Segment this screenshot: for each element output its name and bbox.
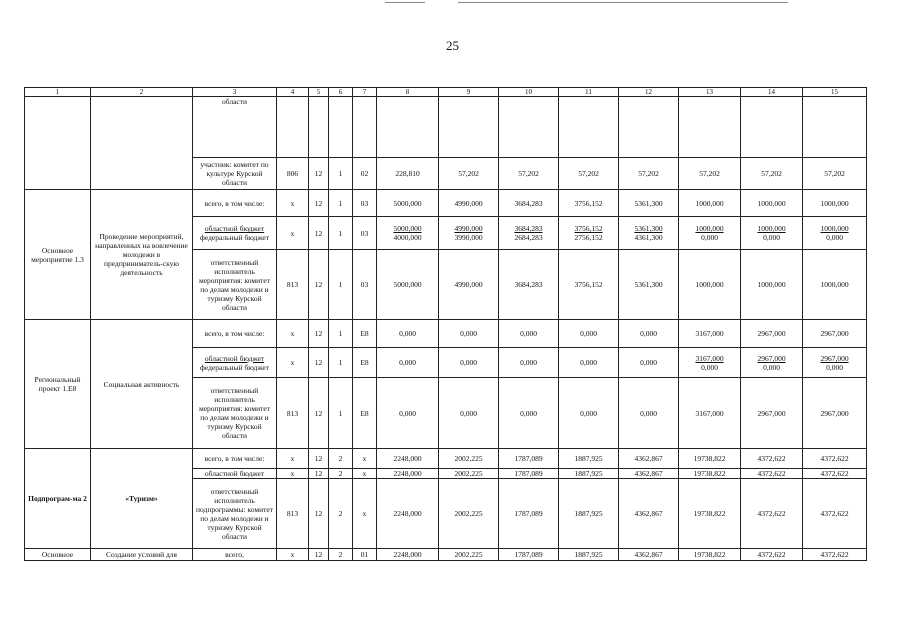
cell-value: 2248,000 [377,469,439,479]
col-header: 3 [193,88,277,97]
cell-value: 0,000 [439,320,499,348]
budget-regional: областной бюджет [204,224,265,234]
cell-code: x [277,449,309,469]
table-row [25,190,867,217]
cell-value: 0,000 [559,320,619,348]
cell-value: 4362,867 [619,479,679,549]
cell-program-code: Основное мероприятие 1.3 [25,190,91,320]
cell-value: 2248,000 [377,549,439,561]
cell-value: 1000,000 [679,190,741,217]
cell-value: 1787,089 [499,479,559,549]
column-header-row [25,88,867,97]
cell-value: 0,000 [559,348,619,378]
table-row [25,97,867,158]
table-row [25,549,867,561]
cell-code: Е8 [353,348,377,378]
cell-value: 19738,822 [679,449,741,469]
cell-value: 2967,000 [803,378,867,449]
cell-code: 12 [309,217,329,250]
cell-value: 2002,225 [439,469,499,479]
cell-value: 0,000 [499,348,559,378]
budget-federal: федеральный бюджет [199,233,270,243]
cell-value: 5361,300 [619,250,679,320]
cell-code: Е8 [353,378,377,449]
cell-value: 2967,000 [803,320,867,348]
cell-value: 2967,000 0,000 [803,348,867,378]
cell-value: 1887,925 [559,549,619,561]
cell-value: 0,000 [619,378,679,449]
cell-value: 3684,283 2684,283 [499,217,559,250]
cell-code: 12 [309,320,329,348]
cell-code: 12 [309,479,329,549]
cell-code: 2 [329,549,353,561]
col-header: 7 [353,88,377,97]
cell-value: 4362,867 [619,469,679,479]
cell-value: 19738,822 [679,549,741,561]
cell-value: 1000,000 [803,190,867,217]
cell-value: 3167,000 [679,378,741,449]
cell-code: 01 [353,549,377,561]
cell-code: 12 [309,449,329,469]
cell-value: 1000,000 0,000 [803,217,867,250]
cell-value: 4372,622 [741,549,803,561]
cell-value: 57,202 [499,158,559,190]
top-rule-1 [385,2,425,3]
cell-value: 5361,300 [619,190,679,217]
cell-value: 1887,925 [559,469,619,479]
cell-executor: ответственный исполнитель мероприятия: комитет по делам молодежи и туризму Курской области [193,250,277,320]
cell-value: 4990,000 3990,000 [439,217,499,250]
col-header: 6 [329,88,353,97]
cell-code: 2 [329,449,353,469]
cell-value: 1787,089 [499,449,559,469]
cell-code: 03 [353,217,377,250]
cell-code: 2 [329,479,353,549]
cell-code: 1 [329,217,353,250]
cell-value: 0,000 [439,378,499,449]
col-header: 1 [25,88,91,97]
cell-value: 57,202 [803,158,867,190]
cell-value: 2967,000 [741,320,803,348]
budget-regional: областной бюджет [204,353,265,363]
cell-value: 2967,000 [741,378,803,449]
cell-value: 5000,000 [377,190,439,217]
cell-value: 3756,152 2756,152 [559,217,619,250]
cell-code: x [277,549,309,561]
col-header: 11 [559,88,619,97]
cell-value: 1000,000 [741,190,803,217]
col-header: 5 [309,88,329,97]
cell-executor: всего, в том числе: [193,320,277,348]
cell-code: Е8 [353,320,377,348]
col-header: 12 [619,88,679,97]
cell-code: x [277,320,309,348]
col-header: 10 [499,88,559,97]
cell-value: 1787,089 [499,549,559,561]
cell-code: 1 [329,378,353,449]
cell-code: 12 [309,378,329,449]
cell-value: 4372,622 [741,479,803,549]
col-header: 14 [741,88,803,97]
table-row [25,449,867,469]
budget-table [24,87,867,561]
cell-code: 1 [329,158,353,190]
cell-value: 1000,000 [741,250,803,320]
cell-value: 4372,622 [803,479,867,549]
cell-value: 1887,925 [559,449,619,469]
col-header: 15 [803,88,867,97]
col-header: 9 [439,88,499,97]
cell-value: 2967,000 0,000 [741,348,803,378]
cell-value: 1000,000 [803,250,867,320]
cell-value: 57,202 [679,158,741,190]
cell-value: 4990,000 [439,250,499,320]
cell-value: 0,000 [377,378,439,449]
cell-value: 3684,283 [499,190,559,217]
cell-program-name: Создание условий для [91,549,193,561]
cell-value: 2002,225 [439,479,499,549]
cell-value: 0,000 [499,378,559,449]
cell-value: 4372,622 [803,549,867,561]
cell-value: 19738,822 [679,469,741,479]
cell-executor: всего, в том числе: [193,190,277,217]
table-row [25,320,867,348]
cell-value: 1000,000 [679,250,741,320]
cell-code: 1 [329,320,353,348]
cell-code: 1 [329,348,353,378]
col-header: 8 [377,88,439,97]
cell-value: 0,000 [619,320,679,348]
cell-value: 57,202 [559,158,619,190]
cell-code: 12 [309,549,329,561]
cell-code: x [277,348,309,378]
cell-executor: области [193,97,277,158]
cell-program-name: «Туризм» [91,449,193,549]
cell-value: 1000,000 0,000 [679,217,741,250]
cell-code: 03 [353,190,377,217]
cell-executor: всего, [193,549,277,561]
cell-code: 12 [309,158,329,190]
cell-value: 4990,000 [439,190,499,217]
cell-program-code: Основное [25,549,91,561]
cell-executor: всего, в том числе: [193,449,277,469]
cell-value: 2002,225 [439,549,499,561]
cell-value: 0,000 [619,348,679,378]
cell-code: x [277,190,309,217]
cell-executor: участник: комитет по культуре Курской области [193,158,277,190]
cell-code: x [353,469,377,479]
cell-value: 4362,867 [619,549,679,561]
cell-executor [193,217,277,250]
cell-code: 12 [309,250,329,320]
cell-value: 2002,225 [439,449,499,469]
cell-value: 1787,089 [499,469,559,479]
cell-value: 57,202 [741,158,803,190]
col-header: 4 [277,88,309,97]
cell-value: 19738,822 [679,479,741,549]
cell-value: 3684,283 [499,250,559,320]
cell-value: 0,000 [439,348,499,378]
cell-value: 2248,000 [377,449,439,469]
cell-code: x [277,469,309,479]
cell-value: 3756,152 [559,190,619,217]
cell-value: 0,000 [499,320,559,348]
cell-code: x [277,217,309,250]
cell-executor: ответственный исполнитель мероприятия: комитет по делам молодежи и туризму Курской области [193,378,277,449]
cell-value: 2248,000 [377,479,439,549]
page-number: 25 [446,38,459,53]
cell-value: 5000,000 [377,250,439,320]
cell-code: 03 [353,250,377,320]
cell-value: 4372,622 [803,449,867,469]
cell-code: 1 [329,190,353,217]
cell-code: 813 [277,250,309,320]
cell-code: 813 [277,479,309,549]
cell-value: 5000,000 4000,000 [377,217,439,250]
cell-value: 4372,622 [803,469,867,479]
cell-value: 1887,925 [559,479,619,549]
cell-value: 3756,152 [559,250,619,320]
cell [25,97,91,190]
cell-value: 0,000 [377,320,439,348]
cell-code: x [353,449,377,469]
cell-value: 0,000 [377,348,439,378]
cell-value: 57,202 [439,158,499,190]
cell-program-name: Социальная активность [91,320,193,449]
cell-code: 02 [353,158,377,190]
cell-code: 813 [277,378,309,449]
col-header: 2 [91,88,193,97]
cell-executor [193,348,277,378]
cell-value: 57,202 [619,158,679,190]
budget-federal: федеральный бюджет [199,362,270,372]
col-header: 13 [679,88,741,97]
cell-code: 12 [309,469,329,479]
cell-value: 3167,000 0,000 [679,348,741,378]
cell-code: 12 [309,190,329,217]
cell-value: 4372,622 [741,469,803,479]
cell-value: 3167,000 [679,320,741,348]
cell-value: 0,000 [559,378,619,449]
cell-executor: ответственный исполнитель подпрограммы: комитет по делам молодежи и туризму Курской области [193,479,277,549]
cell-code: 806 [277,158,309,190]
cell-executor: областной бюджет [193,469,277,479]
cell-program-code: Подпрограм-ма 2 [25,449,91,549]
cell-value: 4372,622 [741,449,803,469]
cell-code: x [353,479,377,549]
cell-program-name: Проведение мероприятий, направленных на вовлечение молодежи в предприниматель-скую деятельность [91,190,193,320]
cell-value: 1000,000 0,000 [741,217,803,250]
cell-code: 12 [309,348,329,378]
cell-code: 2 [329,469,353,479]
cell-code: 1 [329,250,353,320]
cell-value: 5361,300 4361,300 [619,217,679,250]
cell-program-code: Региональный проект 1.Е8 [25,320,91,449]
cell-value: 4362,867 [619,449,679,469]
top-rule-2 [458,2,788,3]
cell [91,97,193,190]
cell-value: 228,810 [377,158,439,190]
